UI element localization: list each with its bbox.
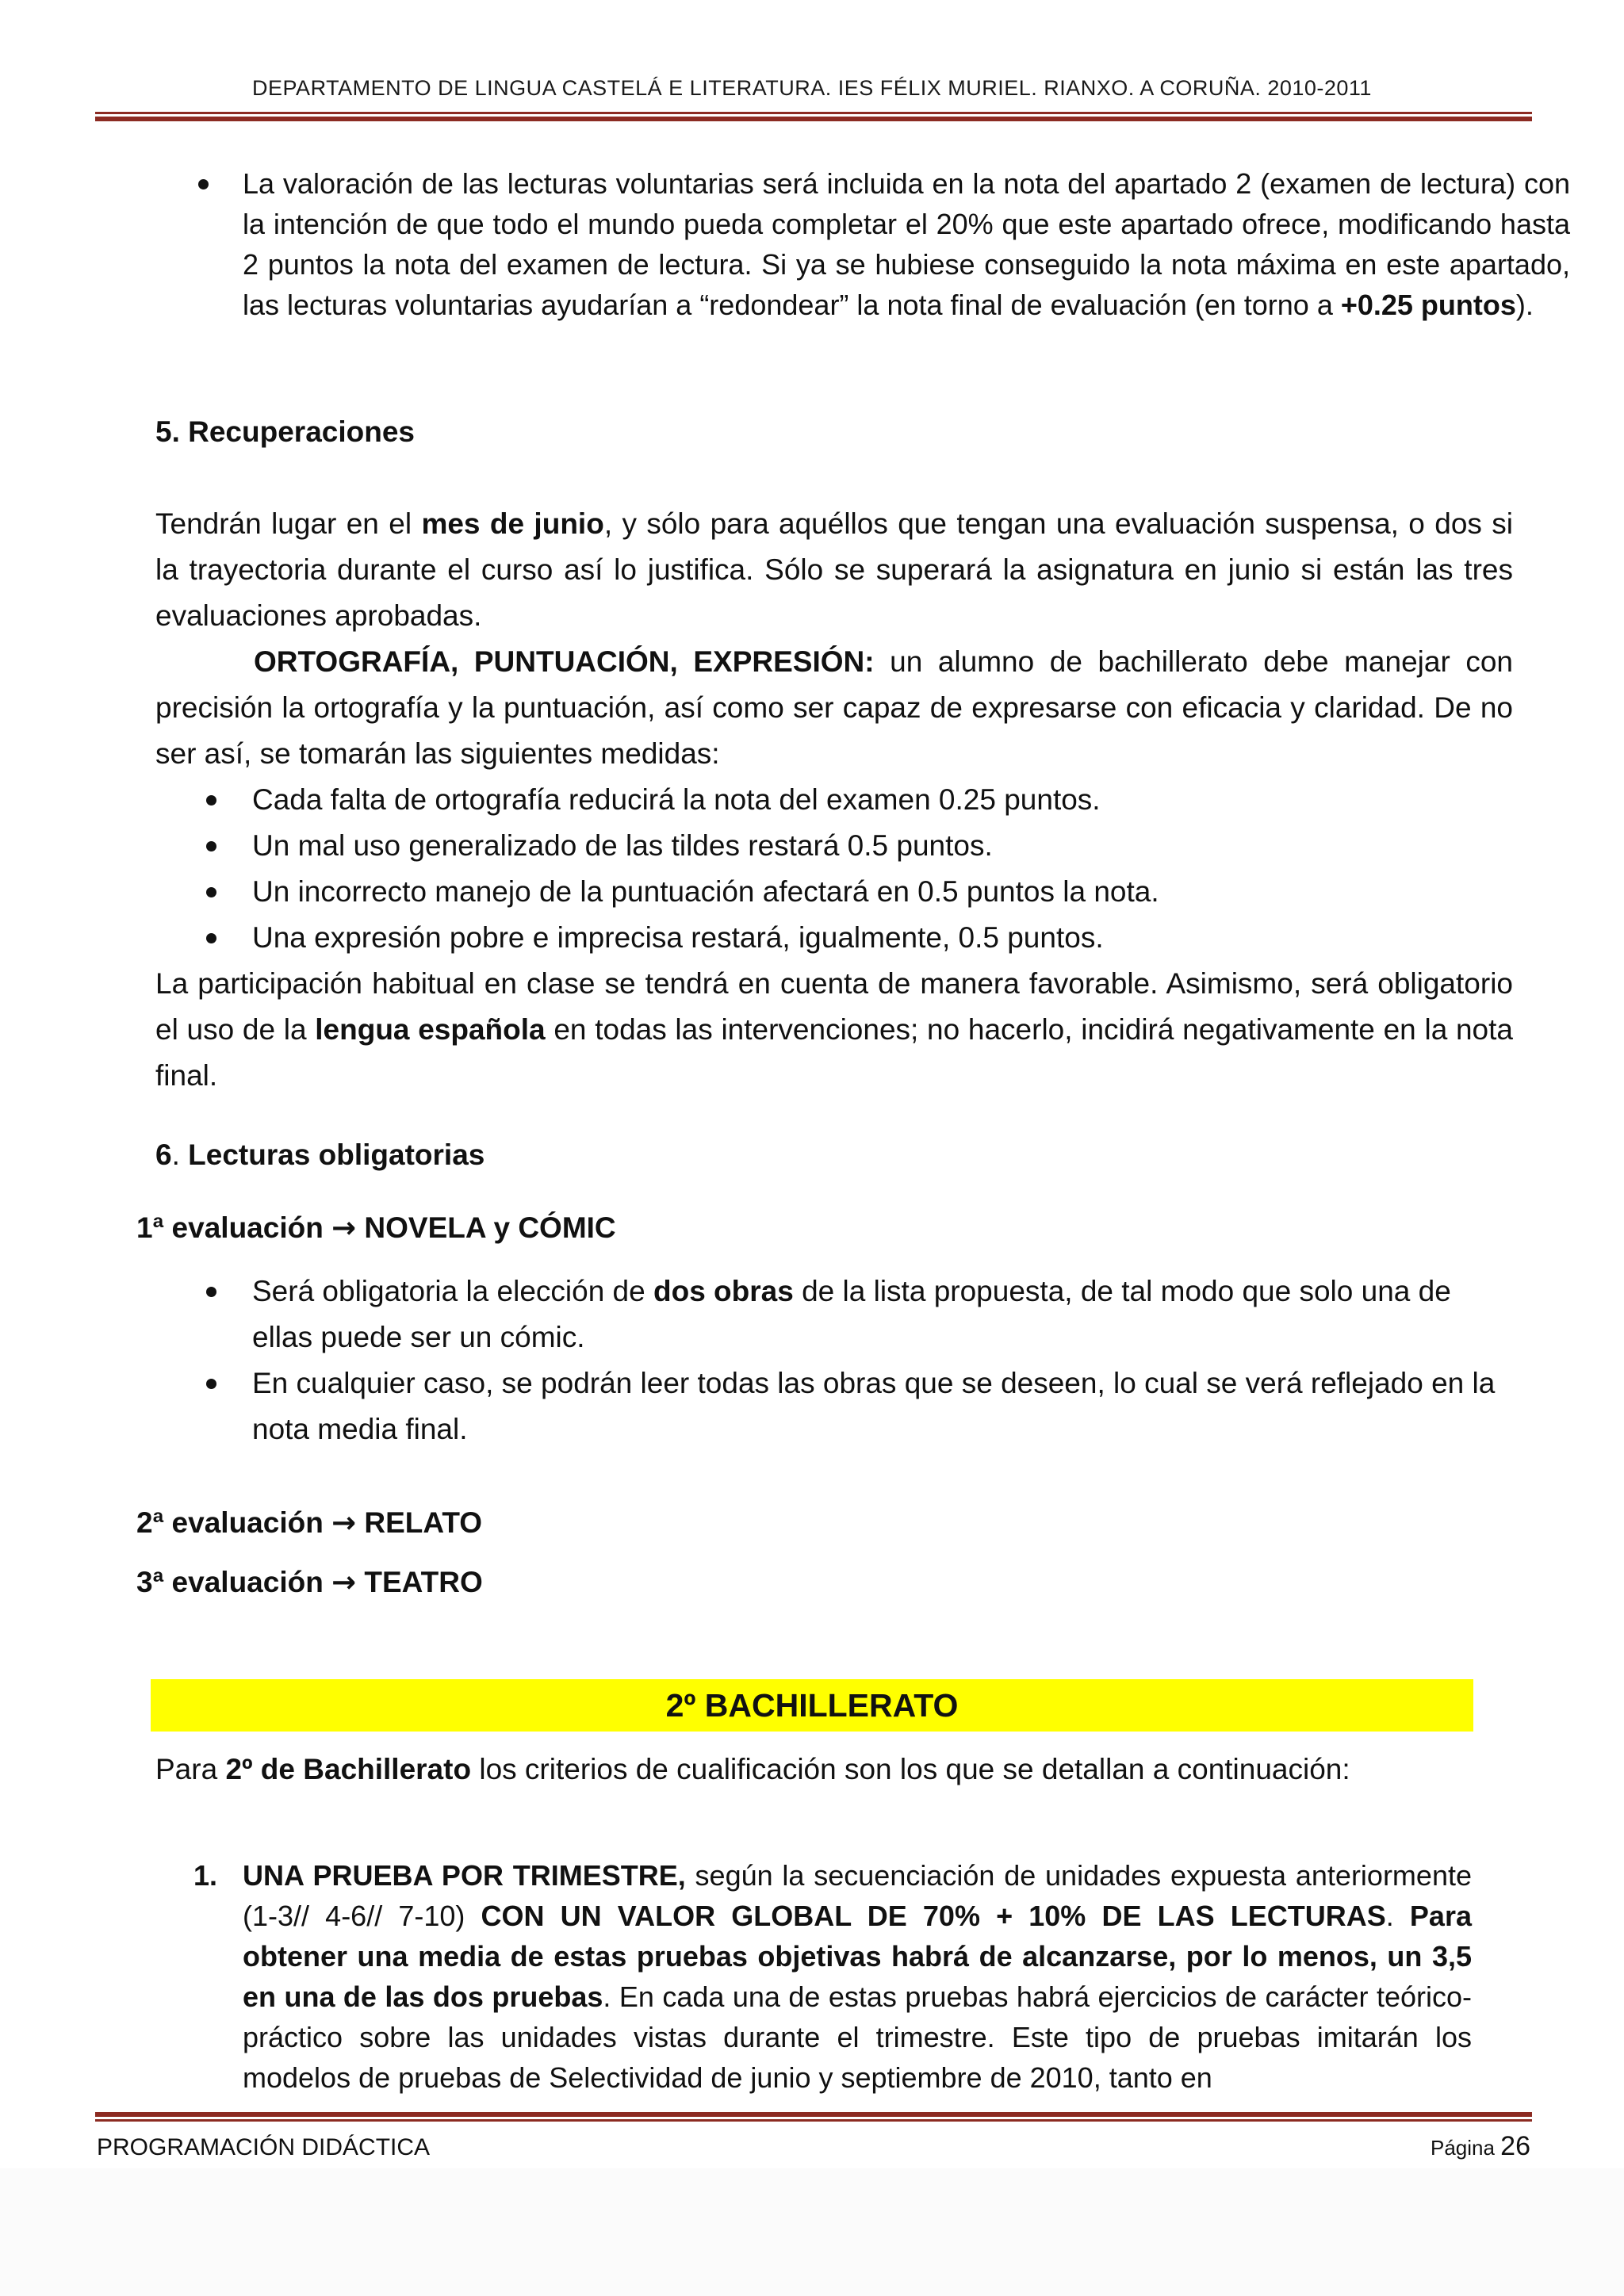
eval-3-heading: 3ª evaluación → TEATRO (136, 1565, 483, 1599)
participation-paragraph: La participación habitual en clase se tendrá en cuenta de manera favorable. Asimismo, será obligatorio el uso de la lengua española en todas las intervenciones; no hacerlo, incidirá negativamente en la nota final. (155, 967, 1513, 1092)
bullet-icon (198, 179, 209, 189)
eval-1-heading: 1ª evaluación → NOVELA y CÓMIC (136, 1211, 616, 1245)
bullet-icon (206, 887, 216, 897)
list-item: Cada falta de ortografía reducirá la nota del examen 0.25 puntos. (155, 777, 1513, 823)
bullet-icon (206, 1379, 216, 1389)
bachillerato-item-1: 1. UNA PRUEBA POR TRIMESTRE, según la secuenciación de unidades expuesta anteriormente (1-3// 4-6// 7-10) CON UN VALOR GLOBAL DE 70% + 10% DE LAS LECTURAS. Para obtener una media de estas pruebas objetivas habrá de alcanzarse, por lo menos, un 3,5 en una de las dos pruebas. En cada una de estas pruebas habrá ejercicios de carácter teórico-práctico sobre las unidades vistas durante el trimestre. Este tipo de pruebas imitarán los modelos de pruebas de Selectividad de junio y septiembre de 2010, tanto en (193, 1855, 1472, 2098)
bachillerato-banner: 2º BACHILLERATO (151, 1679, 1473, 1732)
section-5-heading: 5. Recuperaciones (155, 415, 415, 448)
bullet-text: La valoración de las lecturas voluntarias será incluida en la nota del apartado 2 (examen de lectura) con la intención de que todo el mundo pueda completar el 20% que este apartado ofrece, modificando hasta 2 puntos la nota del examen de lectura. Si ya se hubiese conseguido la nota máxima en este apartado, las lecturas voluntarias ayudarían a “redondear” la nota final de evaluación (en torno a (243, 167, 1570, 321)
bachillerato-intro: Para 2º de Bachillerato los criterios de cualificación son los que se detallan a continuación: (155, 1753, 1350, 1785)
bullet-icon (206, 933, 216, 943)
bullet-icon (206, 841, 216, 851)
header-rule-thin (95, 112, 1532, 114)
footer-title: PROGRAMACIÓN DIDÁCTICA (97, 2134, 431, 2160)
page-number: Página 26 (1430, 2131, 1530, 2161)
list-item: Un incorrecto manejo de la puntuación afectará en 0.5 puntos la nota. (155, 869, 1513, 915)
eval-1-list (155, 1269, 1513, 1452)
measures-list (155, 777, 1513, 961)
bullet-icon (206, 795, 216, 806)
list-item: Una expresión pobre e imprecisa restará, igualmente, 0.5 puntos. (155, 915, 1513, 961)
section-6-heading: 6. Lecturas obligatorias (155, 1138, 485, 1171)
header-rule-thick (95, 117, 1532, 121)
bullet-text-end: ). (1515, 289, 1534, 321)
page-bottom-area (0, 2168, 1624, 2296)
arrow-right-icon: → (331, 1506, 357, 1540)
list-item: Un mal uso generalizado de las tildes restará 0.5 puntos. (155, 823, 1513, 869)
arrow-right-icon: → (331, 1211, 357, 1245)
ortografia-paragraph: ORTOGRAFÍA, PUNTUACIÓN, EXPRESIÓN: un alumno de bachillerato debe manejar con precisión la ortografía y la puntuación, así como ser capaz de expresarse con eficacia y claridad. De no ser así, se tomarán las siguientes medidas: (155, 645, 1513, 770)
recuperaciones-paragraph: Tendrán lugar en el mes de junio, y sólo para aquéllos que tengan una evaluación suspensa, o dos si la trayectoria durante el curso así lo justifica. Sólo se superará la asignatura en junio si están las tres evaluaciones aprobadas. (155, 507, 1514, 632)
bullet-bold: +0.25 puntos (1340, 289, 1516, 321)
page-header: DEPARTAMENTO DE LINGUA CASTELÁ E LITERATURA. IES FÉLIX MURIEL. RIANXO. A CORUÑA. 2010-2011 (252, 76, 1372, 100)
bullet-icon (206, 1287, 216, 1297)
list-item: Será obligatoria la elección de dos obras de la lista propuesta, de tal modo que solo una de ellas puede ser un cómic. (155, 1269, 1513, 1360)
voluntary-readings-bullet (155, 163, 1570, 325)
eval-2-heading: 2ª evaluación → RELATO (136, 1506, 483, 1540)
footer-rule-thin (95, 2119, 1532, 2122)
section-5-body (155, 501, 1513, 1099)
arrow-right-icon: → (331, 1565, 357, 1599)
footer-rule-thick (95, 2112, 1532, 2117)
list-item: En cualquier caso, se podrán leer todas las obras que se deseen, lo cual se verá reflejado en la nota media final. (155, 1360, 1513, 1452)
item-number: 1. (193, 1859, 218, 1892)
